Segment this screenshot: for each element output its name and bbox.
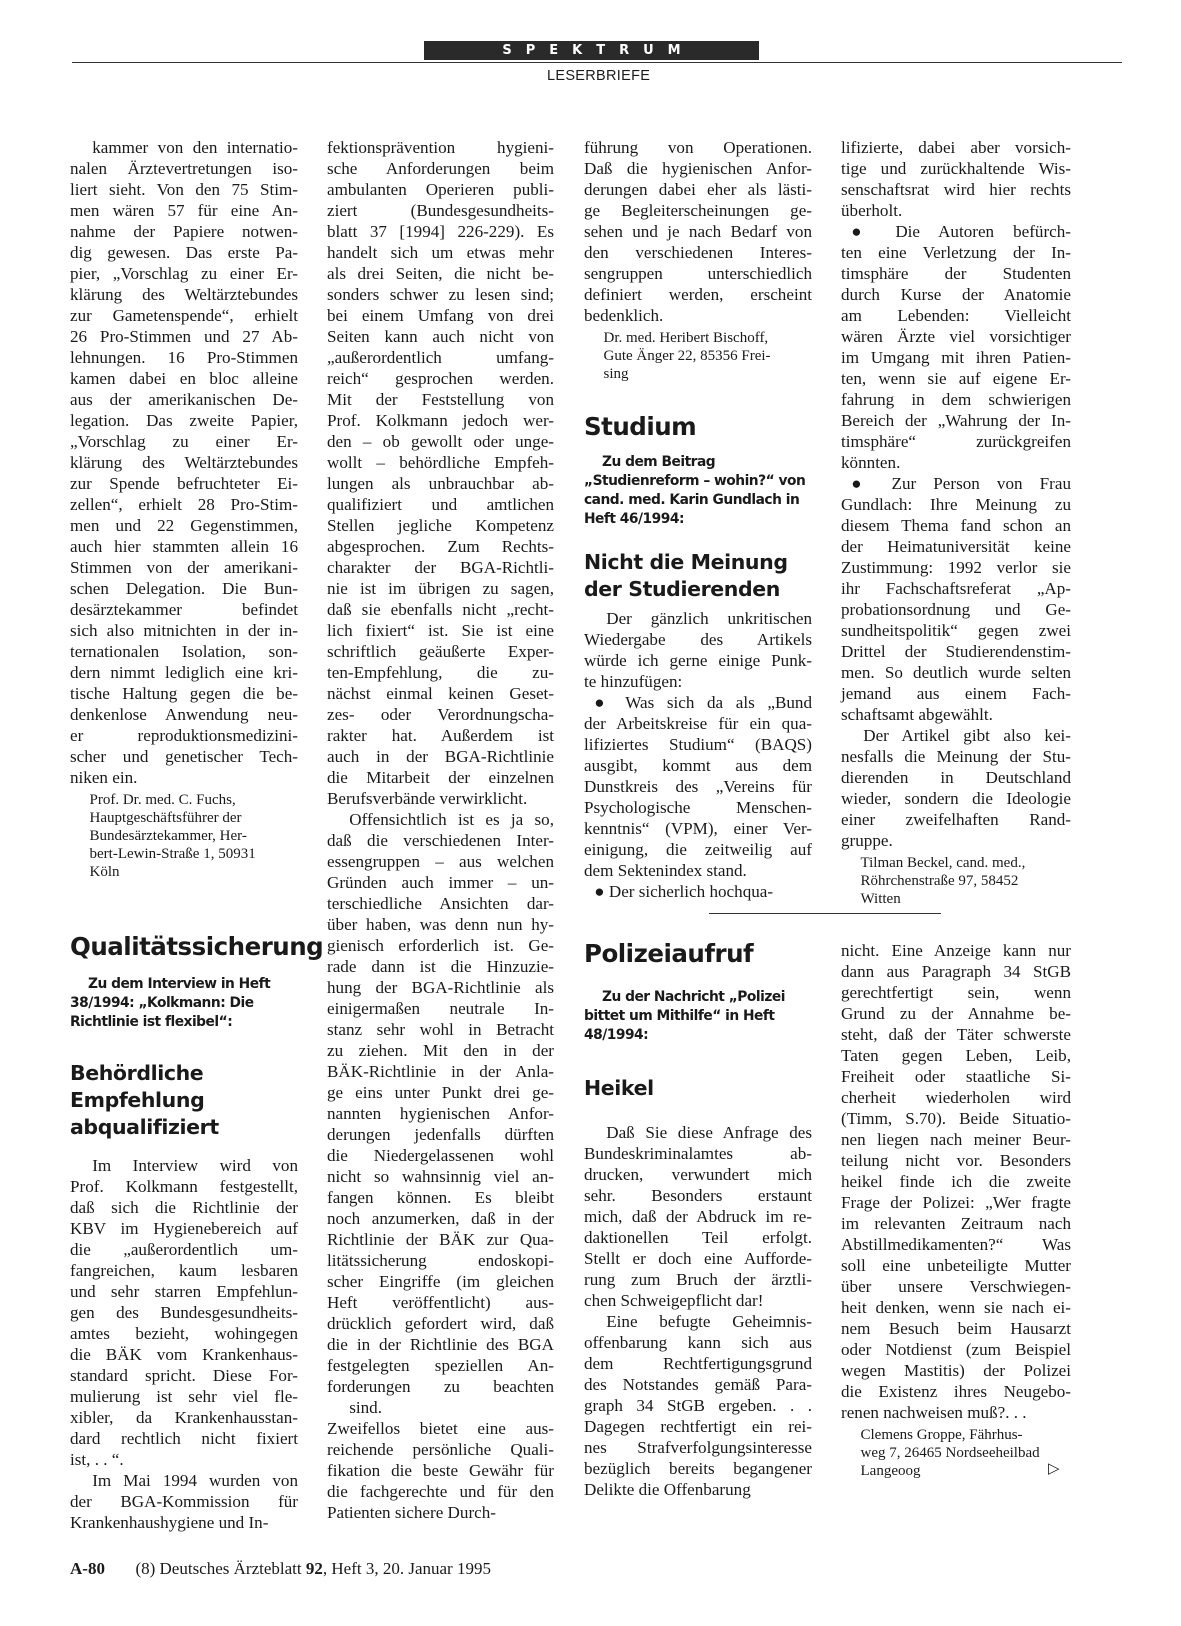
text-line: weg 7, 26465 Nordseeheilbad — [860, 1445, 1040, 1461]
text-line: dig gewesen. Das erste Pa- — [70, 243, 298, 262]
text-line: Gründen auch immer – un- — [327, 873, 554, 892]
text-line: bedenklich. — [584, 306, 664, 325]
text-line: ausgibt, kommt aus dem — [584, 756, 812, 775]
text-line: den – ob gewollt oder unge- — [327, 432, 554, 451]
text-line: scher und genetischer Tech- — [70, 747, 298, 766]
text-line: mich, daß der Abdruck im re- — [584, 1207, 812, 1226]
text-line: zellen“, erhielt 28 Pro-Stim- — [70, 495, 298, 514]
text-line: daß sich die Richtlinie der — [70, 1198, 298, 1217]
text-line: am Lebenden: Vielleicht — [841, 306, 1071, 325]
text-line: aus der amerikanischen De- — [70, 390, 298, 409]
text-line: den verschiedenen Interes- — [584, 243, 812, 262]
text-line: der Arbeitskreise für ein qua- — [584, 714, 812, 733]
letter-text — [70, 1155, 298, 1533]
text-line: senschaftsrat wird hier rechts — [841, 180, 1071, 199]
text-line: führung von Operationen. — [584, 138, 812, 157]
text-line: definiert werden, erscheint — [584, 285, 812, 304]
text-line: Röhrchenstraße 97, 58452 — [860, 873, 1019, 889]
text-line: cherheit wiederholen wird — [841, 1088, 1071, 1107]
text-line: pier, „Vorschlag zu einer Er- — [70, 264, 298, 283]
text-line: Bereich der „Wahrung der In- — [841, 411, 1071, 430]
text-line: „Vorschlag zu einer Er- — [70, 432, 298, 451]
text-line: jemand aus einem Fach- — [841, 684, 1071, 703]
text-line: zes- oder Verordnungscha- — [327, 705, 554, 724]
text-line: lich fixiert“ ist. Sie ist eine — [327, 621, 554, 640]
text-line: „außerordentlich umfang- — [327, 348, 554, 367]
volume-number: 92 — [305, 1559, 323, 1578]
text-line: reich“ gesprochen werden. — [327, 369, 554, 388]
text-line: desärztekammer befindet — [70, 600, 298, 619]
text-line: fahrung in dem schwierigen — [841, 390, 1071, 409]
text-line: sonders schwer zu lesen sind; — [327, 285, 554, 304]
text-line: Richtlinie der BÄK zur Qua- — [327, 1230, 554, 1249]
text-line: niken ein. — [70, 768, 138, 787]
text-line: sengruppen unterschiedlich — [584, 264, 812, 283]
column-3-lower — [584, 940, 812, 1500]
text-line: Bundeskriminalamtes ab- — [584, 1144, 812, 1163]
text-line: KBV im Hygienebereich auf — [70, 1219, 298, 1238]
text-line: Dr. med. Heribert Bischoff, — [603, 330, 769, 346]
text-line: überholt. — [841, 201, 903, 220]
text-line: Frage der Polizei: „Wer fragte — [841, 1193, 1071, 1212]
text-line: des Notstandes gemäß Para- — [584, 1375, 812, 1394]
text-line: einigermaßen neutrale In- — [327, 999, 554, 1018]
text-line: xibler, da Krankenhausstan- — [70, 1408, 298, 1427]
text-line: nalen Ärztevertretungen iso- — [70, 159, 298, 178]
citation: (8) Deutsches Ärzteblatt — [135, 1559, 306, 1578]
text-line: nie ist im übrigen zu sagen, — [327, 579, 554, 598]
text-line: sundheitspolitik“ gegen zwei — [841, 621, 1071, 640]
text-line: Dagegen rechtfertigt ein rei- — [584, 1417, 812, 1436]
text-line: lifiziertes Studium“ (BAQS) — [584, 735, 812, 754]
letter-text — [70, 137, 298, 788]
text-line: schen Delegation. Die Bun- — [70, 579, 298, 598]
letter-intro: Zu dem Interview in Heft 38/1994: „Kolkmann: Die Richtlinie ist flexibel“: — [70, 976, 271, 1030]
text-line: ten, wenn sie auf eigene Er- — [841, 369, 1071, 388]
text-line: fikation die beste Gewähr für — [327, 1461, 554, 1480]
text-line: rade dann ist die Hinzuzie- — [327, 957, 554, 976]
text-line: Freiheit oder staatliche Si- — [841, 1067, 1071, 1086]
text-line: sehen und je nach Bedarf von — [584, 222, 812, 241]
text-line: lifizierte, dabei aber vorsich- — [841, 138, 1071, 157]
text-line: Der gänzlich unkritischen — [606, 609, 812, 628]
text-line: ihr Fachschaftsreferat „Ap- — [841, 579, 1071, 598]
text-line: heikel finde ich die zweite — [841, 1172, 1071, 1191]
text-line: graph 34 StGB ergeben. . . — [584, 1396, 812, 1415]
text-line: Hauptgeschäftsführer der — [89, 810, 242, 826]
letter-heading: Heikel — [584, 1076, 654, 1100]
text-line: standard spricht. Diese For- — [70, 1366, 298, 1385]
text-line: wären Ärzte viel vorsichtiger — [841, 327, 1071, 346]
text-line: teilung nicht vor. Besonders — [841, 1151, 1071, 1170]
text-line: daktionellen Teil erfolgt. — [584, 1228, 812, 1247]
text-line: bei einem Umfang von drei — [327, 306, 554, 325]
text-line: Köln — [89, 864, 120, 880]
text-line: gienisch erforderlich ist. Ge- — [327, 936, 554, 955]
header-rule — [72, 62, 1122, 63]
letter-text — [584, 1122, 812, 1500]
text-line: Gundlach: Ihre Meinung zu — [841, 495, 1071, 514]
text-line: fangreichen, kaum lesbaren — [70, 1261, 298, 1280]
text-line: die Mitarbeit der einzelnen — [327, 768, 554, 787]
text-line: handelt sich um etwas mehr — [327, 243, 554, 262]
text-line: drucken, verwundert mich — [584, 1165, 812, 1184]
column-4-lower — [841, 940, 1071, 1480]
text-line: könnten. — [841, 453, 901, 472]
text-line: timsphäre“ zurückgreifen — [841, 432, 1071, 451]
text-line: Daß Sie diese Anfrage des — [606, 1123, 812, 1142]
text-line: derungen dabei eher als lästi- — [584, 180, 812, 199]
text-line: sich also mitnichten in der in- — [70, 621, 298, 640]
text-line: wieder, sondern die Ideologie — [841, 789, 1071, 808]
continue-arrow-icon: ▷ — [1048, 1461, 1060, 1477]
text-line: ist, . . “. — [70, 1450, 124, 1469]
text-line: sing — [603, 366, 629, 382]
column-3 — [584, 137, 812, 902]
text-line: kamen dabei en bloc alleine — [70, 369, 298, 388]
text-line: Psychologische Menschen- — [584, 798, 812, 817]
text-line: als drei Seiten, die nicht be- — [327, 264, 554, 283]
text-line: amtes bezieht, wohingegen — [70, 1324, 298, 1343]
text-line: offenbarung kann sich aus — [584, 1333, 812, 1352]
letter-intro: Zu der Nachricht „Polizei bittet um Mithilfe“ in Heft 48/1994: — [584, 989, 785, 1043]
text-line: Delikte die Offenbarung — [584, 1480, 751, 1499]
text-line: klärung des Weltärztebundes — [70, 285, 298, 304]
text-line: Clemens Groppe, Fährhus- — [860, 1427, 1023, 1443]
text-line: über unsere Verschwiegen- — [841, 1277, 1071, 1296]
text-line: timsphäre der Studenten — [841, 264, 1071, 283]
divider — [709, 913, 941, 914]
text-line: Stellt er doch eine Aufforde- — [584, 1249, 812, 1268]
text-line: Taten gegen Leben, Leib, — [841, 1046, 1071, 1065]
text-line: Im Interview wird von — [92, 1156, 298, 1175]
text-line: die BÄK vom Krankenhaus- — [70, 1345, 298, 1364]
text-line: im Umgang mit ihren Patien- — [841, 348, 1071, 367]
text-line: blatt 37 [1994] 226-229). Es — [327, 222, 554, 241]
text-line: schriftlich geäußerte Exper- — [327, 642, 554, 661]
text-line: die in der Richtlinie des BGA — [327, 1335, 554, 1354]
text-line: Prof. Dr. med. C. Fuchs, — [89, 792, 236, 808]
text-line: daß sie ebenfalls nicht „recht- — [327, 600, 554, 619]
text-line: auch hier stammten allein 16 — [70, 537, 298, 556]
text-line: über haben, was denn nun hy- — [327, 915, 554, 934]
text-line: einer zweifelhaften Rand- — [841, 810, 1071, 829]
letter-heading: Nicht die Meinung der Studierenden — [584, 550, 788, 601]
letter-heading: Behördliche Empfehlung abqualifiziert — [70, 1061, 219, 1139]
text-line: Der Artikel gibt also kei- — [863, 726, 1071, 745]
text-line: Dunstkreis des „Vereins für — [584, 777, 812, 796]
text-line: nahme der Papiere notwen- — [70, 222, 298, 241]
text-line: Abstillmedikamenten?“ Was — [841, 1235, 1071, 1254]
text-line: rakter hat. Außerdem ist — [327, 726, 554, 745]
text-line: die fachgerechte und für den — [327, 1482, 554, 1501]
page-number: A-80 — [70, 1559, 105, 1578]
letter-text — [584, 137, 812, 326]
text-line: die „außerordentlich um- — [70, 1240, 298, 1259]
text-line: fangen können. Es bleibt — [327, 1188, 554, 1207]
section-title: Polizeiaufruf — [584, 939, 754, 968]
column-4 — [841, 137, 1071, 908]
text-line: Grund zu der Annahme be- — [841, 1004, 1071, 1023]
text-line: (Timm, S.70). Beide Situatio- — [841, 1109, 1071, 1128]
text-line: dann aus Paragraph 34 StGB — [841, 962, 1071, 981]
text-line: men und 22 Gegenstimmen, — [70, 516, 298, 535]
text-line: Prof. Kolkmann festgestellt, — [70, 1177, 298, 1196]
text-line: BÄK-Richtlinie in der Anla- — [327, 1062, 554, 1081]
text-line: würde ich gerne einige Punk- — [584, 651, 812, 670]
text-line: der BGA-Kommission für — [70, 1492, 298, 1511]
letter-signature — [70, 791, 298, 881]
text-line: Tilman Beckel, cand. med., — [860, 855, 1026, 871]
text-line: heit denken, wenn sie nach ei- — [841, 1298, 1071, 1317]
text-line: mulierung ist sehr viel fle- — [70, 1387, 298, 1406]
text-line: im relevanten Zeitraum nach — [841, 1214, 1071, 1233]
text-line: abgesprochen. Zum Rechts- — [327, 537, 554, 556]
text-line: kenntnis“ (VPM), einer Ver- — [584, 819, 812, 838]
text-line: dem Sektenindex stand. — [584, 861, 747, 880]
text-line: te hinzufügen: — [584, 672, 683, 691]
text-line: einigung, die zeitweilig auf — [584, 840, 812, 859]
text-line: hung der BGA-Richtlinie als — [327, 978, 554, 997]
text-line: nesfalls die Meinung der Stu- — [841, 747, 1071, 766]
text-line: Zustimmung: 1992 verlor sie — [841, 558, 1071, 577]
text-line: nannten hygienischen Anfor- — [327, 1104, 554, 1123]
text-line: 26 Pro-Stimmen und 27 Ab- — [70, 327, 298, 346]
text-line: rung zum Bruch der ärztli- — [584, 1270, 812, 1289]
text-line: Stellen jegliche Kompetenz — [327, 516, 554, 535]
text-line: auch in der BGA-Richtlinie — [327, 747, 554, 766]
citation-rest: , Heft 3, 20. Januar 1995 — [322, 1559, 491, 1578]
text-line: ge Begleiterscheinungen ge- — [584, 201, 812, 220]
text-line: essengruppen – aus welchen — [327, 852, 554, 871]
text-line: Krankenhaushygiene und In- — [70, 1513, 269, 1532]
text-line: sehr. Besonders erstaunt — [584, 1186, 812, 1205]
text-line: reichende persönliche Quali- — [327, 1440, 554, 1459]
text-line: ● Die Autoren befürch- — [851, 222, 1071, 241]
text-line: nem Besuch beim Hausarzt — [841, 1319, 1071, 1338]
text-line: soll eine unbeteiligte Mutter — [841, 1256, 1071, 1275]
text-line: zur Gametenspende“, erhielt — [70, 306, 298, 325]
text-line: zu ziehen. Mit den in der — [327, 1041, 554, 1060]
letter-signature — [841, 854, 1071, 908]
text-line: kammer von den internatio- — [92, 138, 298, 157]
text-line: lungen als unbrauchbar ab- — [327, 474, 554, 493]
text-line: Zweifellos bietet eine aus- — [327, 1419, 554, 1438]
text-line: festgelegten speziellen An- — [327, 1356, 554, 1375]
letter-intro: Zu dem Beitrag „Studienreform – wohin?“ von cand. med. Karin Gundlach in Heft 46/1994: — [584, 454, 806, 527]
text-line: charakter der BGA-Richtli- — [327, 558, 554, 577]
text-line: er reproduktionsmedizini- — [70, 726, 298, 745]
text-line: Seiten kann auch nicht von — [327, 327, 554, 346]
text-line: tige und zurückhaltende Wis- — [841, 159, 1071, 178]
section-title: Studium — [584, 412, 697, 441]
letter-text — [327, 137, 554, 1523]
text-line: dem Rechtfertigungsgrund — [584, 1354, 812, 1373]
text-line: Daß die hygienischen Anfor- — [584, 159, 812, 178]
text-line: Witten — [860, 891, 901, 907]
column-1 — [70, 137, 324, 1533]
column-2 — [327, 137, 554, 1523]
letter-signature — [584, 329, 812, 383]
text-line: nicht. Eine Anzeige kann nur — [841, 941, 1071, 960]
text-line: Im Mai 1994 wurden von — [92, 1471, 298, 1490]
text-line: ● Was sich da als „Bund — [594, 693, 812, 712]
page-footer — [70, 1559, 491, 1579]
text-line: die Niedergelassenen wohl — [327, 1146, 554, 1165]
text-line: sche Anforderungen beim — [327, 159, 554, 178]
text-line: nen liegen nach meiner Beur- — [841, 1130, 1071, 1149]
text-line: steht, daß der Täter schwerste — [841, 1025, 1071, 1044]
text-line: terschiedliche Ansichten dar- — [327, 894, 554, 913]
text-line: und sehr starren Empfehlun- — [70, 1282, 298, 1301]
text-line: klärung des Weltärztebundes — [70, 453, 298, 472]
text-line: nes Strafverfolgungsinteresse — [584, 1438, 812, 1457]
text-line: ● Der sicherlich hochqua- — [594, 882, 774, 901]
text-line: Patienten sichere Durch- — [327, 1503, 496, 1522]
letter-text — [841, 137, 1071, 851]
text-line: wegen Mastitis) der Polizei — [841, 1361, 1071, 1380]
text-line: schaftsamt abgewählt. — [841, 705, 993, 724]
text-line: chen Schweigepflicht dar! — [584, 1291, 764, 1310]
text-line: ● Zur Person von Frau — [851, 474, 1071, 493]
letter-signature — [841, 1426, 1071, 1480]
text-line: bert-Lewin-Straße 1, 50931 — [89, 846, 256, 862]
letter-text — [841, 940, 1071, 1423]
text-line: gruppe. — [841, 831, 893, 850]
text-line: drücklich gefordert wird, daß — [327, 1314, 554, 1333]
text-line: diesem Thema fand schon an — [841, 516, 1071, 535]
text-line: Gute Änger 22, 85356 Frei- — [603, 348, 771, 364]
text-line: nicht so wahnsinnig viel an- — [327, 1167, 554, 1186]
text-line: ge eins unter Punkt drei ge- — [327, 1083, 554, 1102]
text-line: derungen jedenfalls dürften — [327, 1125, 554, 1144]
text-line: bezüglich bereits begangener — [584, 1459, 812, 1478]
text-line: Eine befugte Geheimnis- — [606, 1312, 812, 1331]
text-line: renen nachweisen muß?. . . — [841, 1403, 1027, 1422]
text-line: daß die verschiedenen Inter- — [327, 831, 554, 850]
text-line: oder Notdienst (zum Beispiel — [841, 1340, 1071, 1359]
text-line: Berufsverbände verwirklicht. — [327, 789, 528, 808]
text-line: durch Kurse der Anatomie — [841, 285, 1071, 304]
text-line: Stimmen von der amerikani- — [70, 558, 298, 577]
text-line: scher Eingriffe (im gleichen — [327, 1272, 554, 1291]
text-line: gerechtfertigt sein, wenn — [841, 983, 1071, 1002]
text-line: men. So deutlich wurde selten — [841, 663, 1071, 682]
text-line: Bundesärztekammer, Her- — [89, 828, 247, 844]
text-line: noch anzumerken, daß in der — [327, 1209, 554, 1228]
section-title: Qualitätssicherung — [70, 932, 324, 961]
text-line: ambulanten Operieren publi- — [327, 180, 554, 199]
text-line: Offensichtlich ist es ja so, — [349, 810, 554, 829]
text-line: nächst einmal keinen Geset- — [327, 684, 554, 703]
text-line: dard rechtlich nicht fixiert — [70, 1429, 298, 1448]
text-line: ziert (Bundesgesundheits- — [327, 201, 554, 220]
text-line: forderungen zu beachten — [327, 1377, 554, 1396]
text-line: die Existenz ihres Neugebo- — [841, 1382, 1071, 1401]
text-line: legation. Das zweite Papier, — [70, 411, 298, 430]
text-line: Drittel der Studierendenstim- — [841, 642, 1071, 661]
text-line: qualifiziert und amtlichen — [327, 495, 554, 514]
text-line: Mit der Feststellung von — [327, 390, 554, 409]
text-line: stanz sehr wohl in Betracht — [327, 1020, 554, 1039]
text-line: lehnungen. 16 Pro-Stimmen — [70, 348, 298, 367]
text-line: zur Spende befruchteter Ei- — [70, 474, 298, 493]
text-line: denkenlose Anwendung neu- — [70, 705, 298, 724]
section-banner: SPEKTRUM — [424, 41, 759, 60]
text-line: dern nimmt lediglich eine kri- — [70, 663, 298, 682]
letter-text — [584, 608, 812, 902]
text-line: ten eine Verletzung der In- — [841, 243, 1071, 262]
text-line: Prof. Kolkmann jedoch wer- — [327, 411, 554, 430]
text-line: der Heimatuniversität keine — [841, 537, 1071, 556]
text-line: men wären 57 für eine An- — [70, 201, 298, 220]
text-line: sind. — [349, 1398, 382, 1417]
text-line: wollt – behördliche Empfeh- — [327, 453, 554, 472]
text-line: tische Haltung gegen die be- — [70, 684, 298, 703]
text-line: Langeoog — [860, 1463, 921, 1479]
text-line: Heft veröffentlicht) aus- — [327, 1293, 554, 1312]
text-line: ten-Empfehlung, die zu- — [327, 663, 554, 682]
text-line: litätssicherung endoskopi- — [327, 1251, 554, 1270]
text-line: ternationalen Isolation, son- — [70, 642, 298, 661]
text-line: gen des Bundesgesundheits- — [70, 1303, 298, 1322]
text-line: Wiedergabe des Artikels — [584, 630, 812, 649]
subsection-label: LESERBRIEFE — [547, 68, 651, 84]
text-line: fektionsprävention hygieni- — [327, 138, 554, 157]
text-line: liert sieht. Von den 75 Stim- — [70, 180, 298, 199]
text-line: probationsordnung und Ge- — [841, 600, 1071, 619]
text-line: dierenden in Deutschland — [841, 768, 1071, 787]
